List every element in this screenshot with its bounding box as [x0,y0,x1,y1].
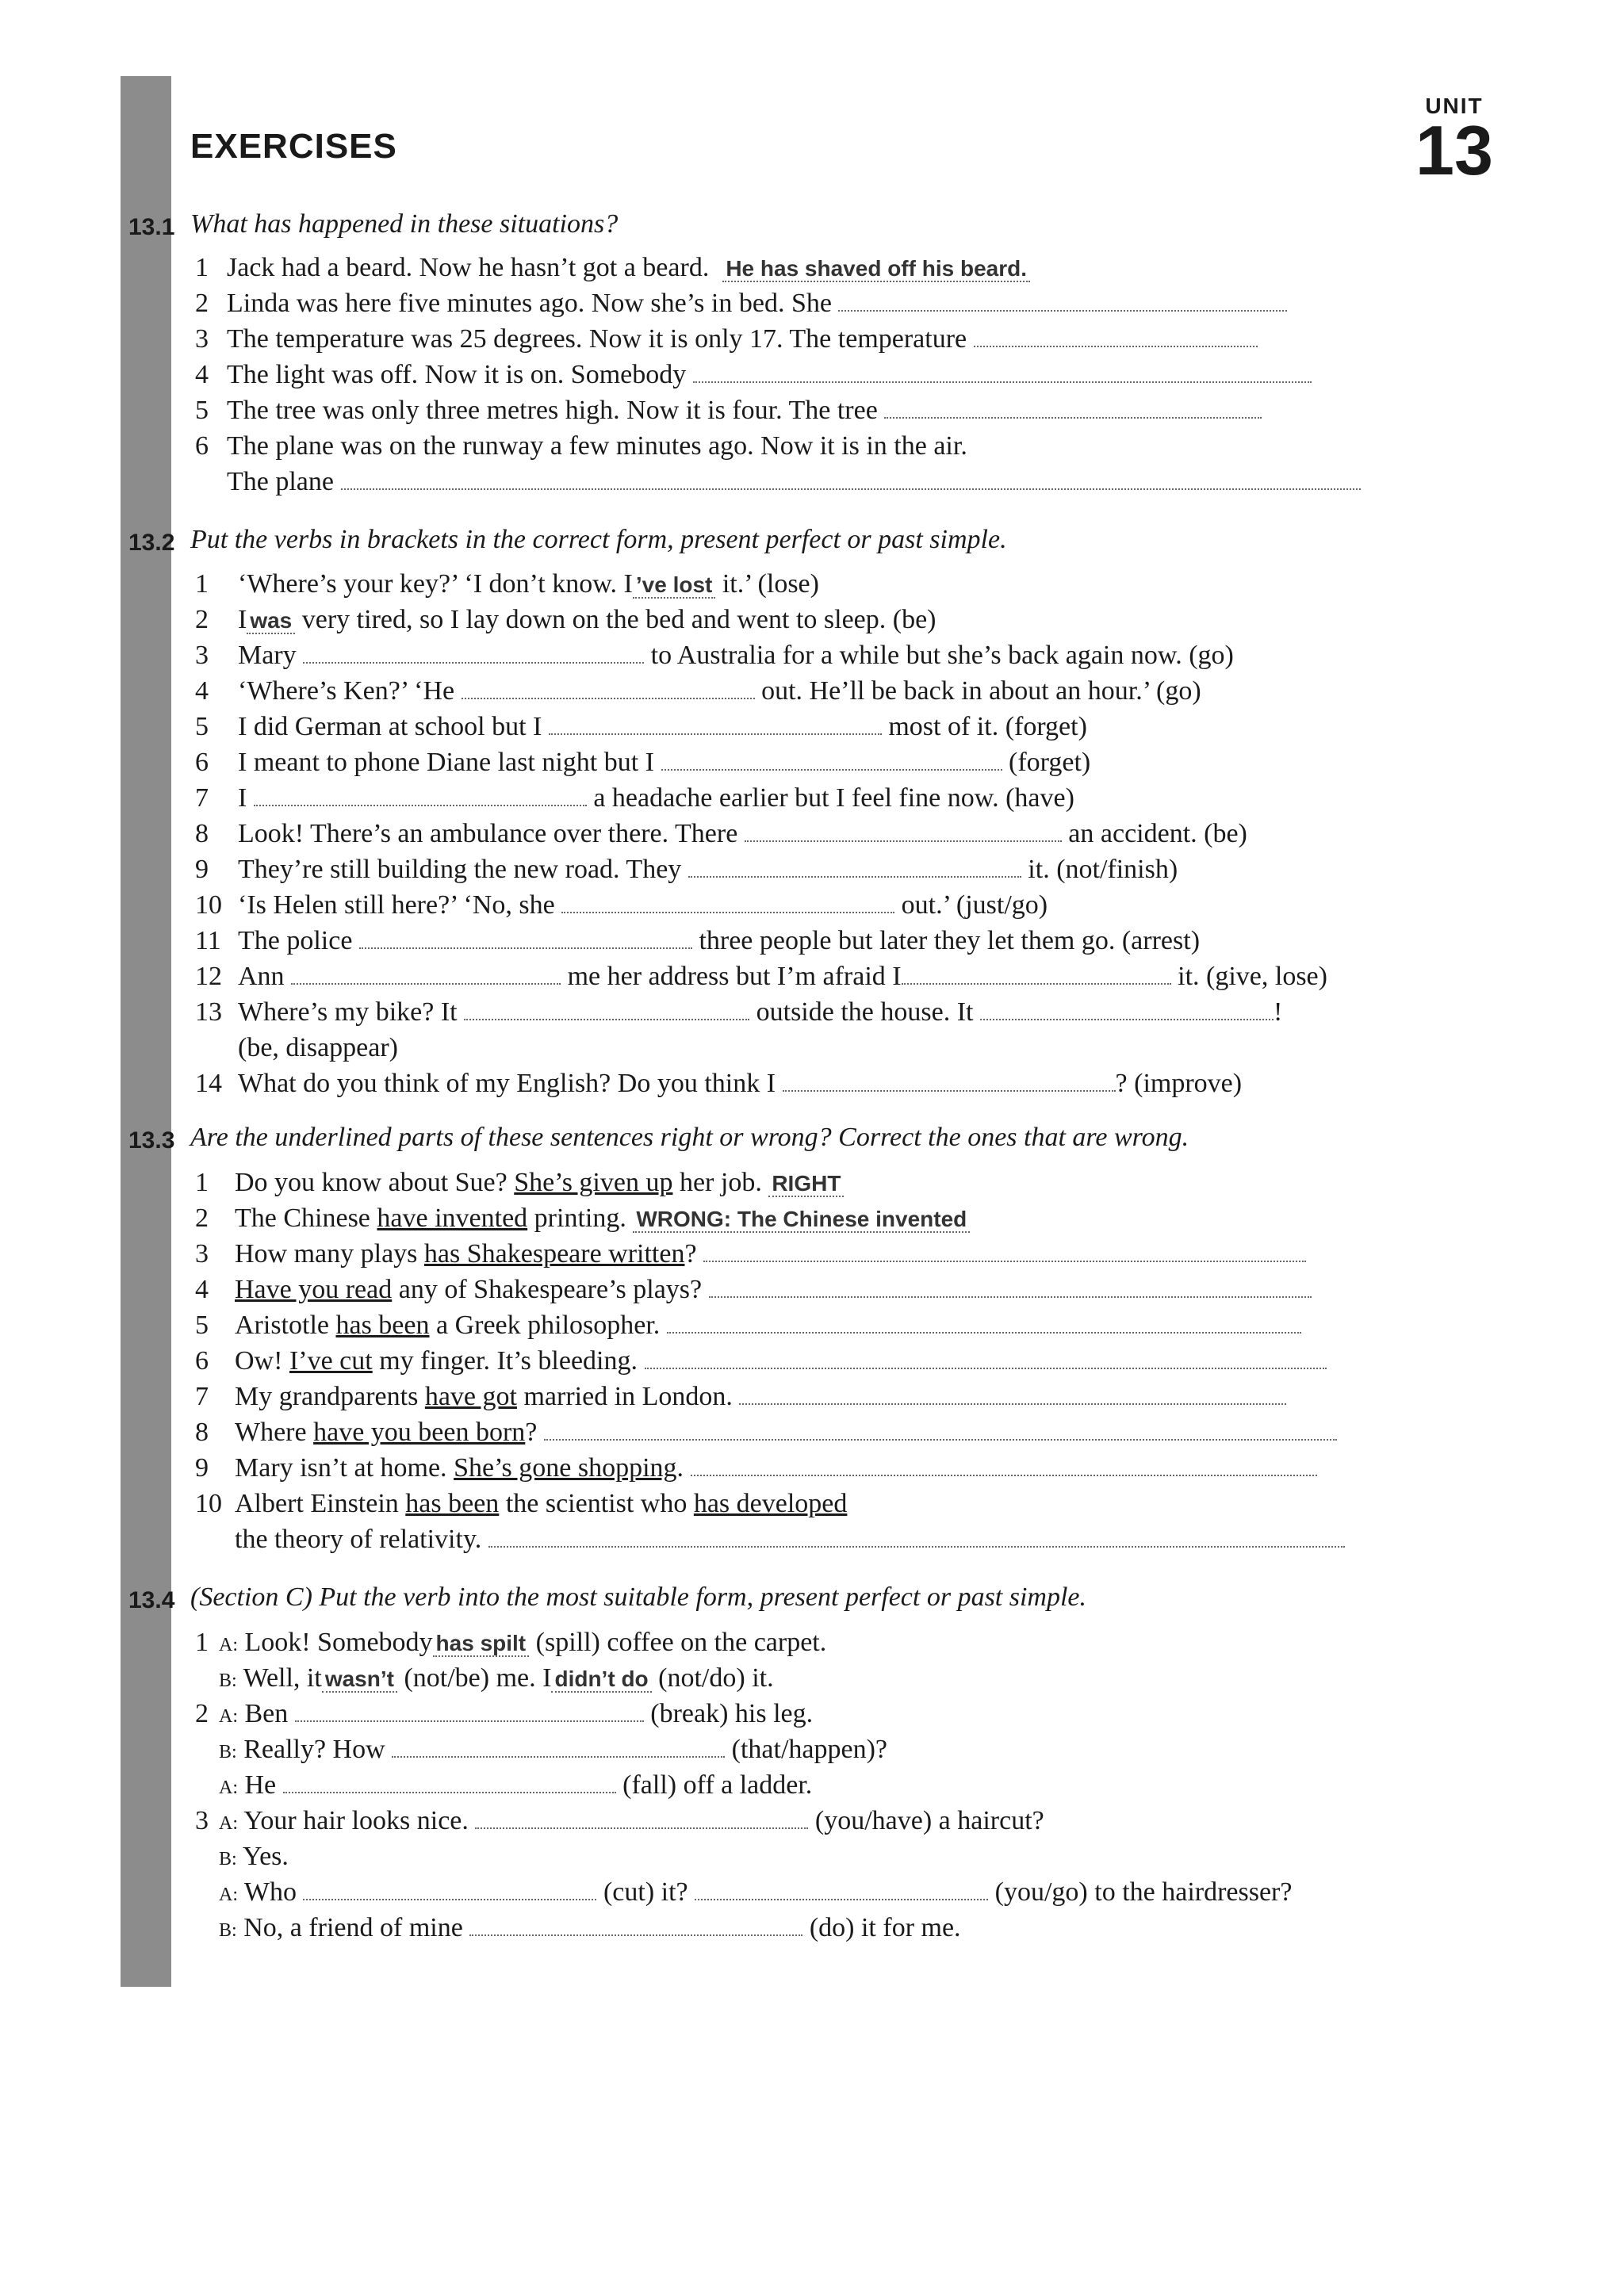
section-instruction: Are the underlined parts of these sentences right or wrong? Correct the ones that are wrong. [190,1123,1189,1152]
item-number: 14 [195,1069,222,1098]
answer-field[interactable] [561,888,894,913]
item-number: 9 [195,1453,209,1483]
section-number: 13.1 [128,214,175,240]
exercise-item: Albert Einstein has been the scientist who has developed [235,1489,848,1518]
dialogue-line: A: Your hair looks nice. (you/have) a haircut? [219,1804,1044,1841]
answer-field[interactable]: wasn’t [322,1667,397,1693]
underlined-phrase: has been [405,1489,500,1518]
answer-field[interactable] [902,959,1171,985]
exercise-item: ‘Where’s Ken?’ ‘He out. He’ll be back in about an hour.’ (go) [238,674,1201,709]
speaker-label: A: [219,1813,238,1834]
answer-field[interactable] [980,995,1274,1020]
answer-field[interactable] [291,959,561,985]
section-instruction: Put the verbs in brackets in the correct form, present perfect or past simple. [190,525,1007,554]
exercise-item: The plane was on the runway a few minutes ago. Now it is in the air. [227,431,967,461]
answer-field[interactable] [667,1308,1301,1334]
item-number: 2 [195,605,209,634]
speaker-label: B: [219,1849,237,1869]
item-number: 3 [195,324,209,354]
answer-field[interactable] [745,817,1062,842]
answer-field[interactable] [645,1344,1327,1369]
answer-field[interactable] [475,1804,808,1829]
exercise-item: Jack had a beard. Now he hasn’t got a beard. He has shaved off his beard. [227,251,1030,286]
item-number: 4 [195,1275,209,1304]
answer-field[interactable]: was [247,608,295,634]
exercise-item: Have you read any of Shakespeare’s plays? [235,1272,1312,1307]
item-number: 5 [195,1311,209,1340]
exercise-item: I did German at school but I most of it. (forget) [238,710,1087,744]
item-number: 7 [195,1382,209,1411]
speaker-label: B: [219,1670,237,1691]
item-number: 3 [195,1806,209,1835]
section-number: 13.3 [128,1127,175,1154]
answer-field[interactable] [469,1911,802,1936]
underlined-phrase: has developed [693,1489,848,1518]
exercise-item: The Chinese have invented printing. WRONG: The Chinese invented [235,1201,970,1237]
answer-field[interactable] [462,674,755,699]
item-number: 6 [195,1346,209,1376]
exercise-item: Mary to Australia for a while but she’s back again now. (go) [238,638,1234,673]
item-number: 7 [195,783,209,813]
section-sidebar-strip [121,76,171,1987]
exercise-item: ‘Where’s your key?’ ‘I don’t know. I ’ve lost it.’ (lose) [238,569,819,599]
answer-field[interactable] [295,1697,644,1722]
item-number: 2 [195,289,209,318]
underlined-phrase: have invented [377,1203,528,1233]
answer-field[interactable] [254,781,587,806]
unit-label: UNIT [1425,94,1484,118]
item-number: 4 [195,676,209,706]
underlined-phrase: have you been born [313,1418,526,1447]
item-number: 1 [195,1168,209,1197]
exercise-item: Look! There’s an ambulance over there. There an accident. (be) [238,817,1247,851]
answer-field[interactable] [688,852,1021,878]
item-number: 3 [195,1239,209,1269]
exercise-item: Linda was here five minutes ago. Now she’s in bed. She [227,286,1287,321]
answer-field[interactable] [341,465,1361,490]
item-number: 10 [195,1489,222,1518]
answer-field[interactable] [693,358,1312,383]
answer-field[interactable] [544,1415,1337,1441]
exercise-item: I was very tired, so I lay down on the bed and went to sleep. (be) [238,605,936,634]
section-number: 13.2 [128,530,175,556]
exercise-item: Ann me her address but I’m afraid I it. (give, lose) [238,959,1327,994]
answer-field[interactable] [695,1875,988,1900]
item-number: 10 [195,890,222,920]
answer-field[interactable] [884,393,1262,419]
item-number: 1 [195,569,209,599]
exercise-item: Mary isn’t at home. She’s gone shopping. [235,1451,1317,1486]
page-title: EXERCISES [190,127,397,166]
unit-number: 13 [1415,111,1493,189]
exercise-item: The light was off. Now it is on. Somebody [227,358,1312,392]
answer-field[interactable] [464,995,749,1020]
exercise-item: The temperature was 25 degrees. Now it is only 17. The temperature [227,322,1258,357]
exercise-item: Where’s my bike? It outside the house. It ! [238,995,1282,1030]
answer-field[interactable]: WRONG: The Chinese invented [633,1207,970,1233]
underlined-phrase: has Shakespeare written [423,1239,685,1269]
exercise-item: I a headache earlier but I feel fine now. (have) [238,781,1074,816]
exercise-item: My grandparents have got married in London. [235,1380,1286,1414]
answer-field[interactable] [549,710,882,735]
item-number: 1 [195,253,209,282]
answer-field[interactable] [838,286,1287,312]
item-number: 3 [195,641,209,670]
answer-field[interactable] [703,1237,1306,1262]
answer-field[interactable]: He has shaved off his beard. [722,256,1030,282]
dialogue-line: A: Who (cut) it? (you/go) to the hairdresser? [219,1875,1292,1912]
item-number: 1 [195,1628,209,1657]
answer-field[interactable] [691,1451,1317,1476]
underlined-phrase: have got [424,1382,517,1411]
exercise-item: The police three people but later they let them go. (arrest) [238,924,1200,959]
item-number: 8 [195,819,209,848]
exercise-item-continued: (be, disappear) [238,1033,399,1062]
underlined-phrase: Have you read [235,1275,393,1304]
exercise-item: Aristotle has been a Greek philosopher. [235,1308,1301,1343]
item-number: 6 [195,431,209,461]
item-number: 11 [195,926,221,955]
exercise-item-continued: The plane [227,465,1361,499]
underlined-phrase: I’ve cut [289,1346,373,1376]
item-number: 6 [195,748,209,777]
exercise-item: Ow! I’ve cut my finger. It’s bleeding. [235,1344,1327,1379]
answer-field[interactable] [303,638,644,664]
speaker-label: A: [219,1635,238,1655]
answer-field[interactable] [303,1875,596,1900]
underlined-phrase: She’s gone shopping [454,1453,677,1483]
answer-field[interactable] [488,1522,1345,1548]
answer-field[interactable] [359,924,692,949]
exercise-item: Do you know about Sue? She’s given up her job. RIGHT [235,1165,844,1201]
answer-field[interactable] [709,1272,1312,1298]
speaker-label: A: [219,1777,238,1798]
speaker-label: B: [219,1920,237,1941]
item-number: 8 [195,1418,209,1447]
dialogue-line: A: Look! Somebody has spilt (spill) coffee on the carpet. [219,1628,827,1657]
section-number: 13.4 [128,1587,175,1613]
item-number: 2 [195,1699,209,1728]
item-number: 5 [195,396,209,425]
answer-field[interactable]: ’ve lost [633,572,715,599]
answer-field[interactable]: has spilt [433,1631,530,1657]
answer-field[interactable] [392,1732,725,1758]
dialogue-line: B: Yes. [219,1842,289,1871]
item-number: 9 [195,855,209,884]
section-instruction: (Section C) Put the verb into the most suitable form, present perfect or past simple. [190,1582,1087,1612]
speaker-label: A: [219,1706,238,1727]
exercise-item-continued: the theory of relativity. [235,1522,1345,1557]
dialogue-line: B: Really? How (that/happen)? [219,1732,887,1770]
exercise-item: Where have you been born? [235,1415,1337,1450]
speaker-label: A: [219,1885,238,1905]
answer-field[interactable]: RIGHT [768,1171,844,1197]
exercise-item: I meant to phone Diane last night but I (forget) [238,745,1090,780]
dialogue-line: A: Ben (break) his leg. [219,1697,813,1734]
item-number: 2 [195,1203,209,1233]
answer-field[interactable]: didn’t do [551,1667,651,1693]
answer-field[interactable] [739,1380,1286,1405]
underlined-phrase: She’s given up [514,1168,673,1197]
answer-field[interactable] [283,1768,616,1793]
exercise-item: They’re still building the new road. They it. (not/finish) [238,852,1178,887]
item-number: 12 [195,962,222,991]
exercise-item: The tree was only three metres high. Now it is four. The tree [227,393,1262,428]
speaker-label: B: [219,1742,237,1762]
answer-field[interactable] [783,1066,1116,1092]
dialogue-line: B: No, a friend of mine (do) it for me. [219,1911,961,1948]
item-number: 4 [195,360,209,389]
underlined-phrase: has been [335,1311,430,1340]
exercise-item: How many plays has Shakespeare written? [235,1237,1306,1272]
answer-field[interactable] [974,322,1258,347]
dialogue-line: B: Well, it wasn’t (not/be) me. I didn’t do (not/do) it. [219,1663,774,1693]
section-instruction: What has happened in these situations? [190,209,619,239]
item-number: 5 [195,712,209,741]
answer-field[interactable] [661,745,1002,771]
exercise-item: ‘Is Helen still here?’ ‘No, she out.’ (just/go) [238,888,1048,923]
item-number: 13 [195,997,222,1027]
dialogue-line: A: He (fall) off a ladder. [219,1768,812,1805]
exercise-item: What do you think of my English? Do you think I ? (improve) [238,1066,1242,1101]
